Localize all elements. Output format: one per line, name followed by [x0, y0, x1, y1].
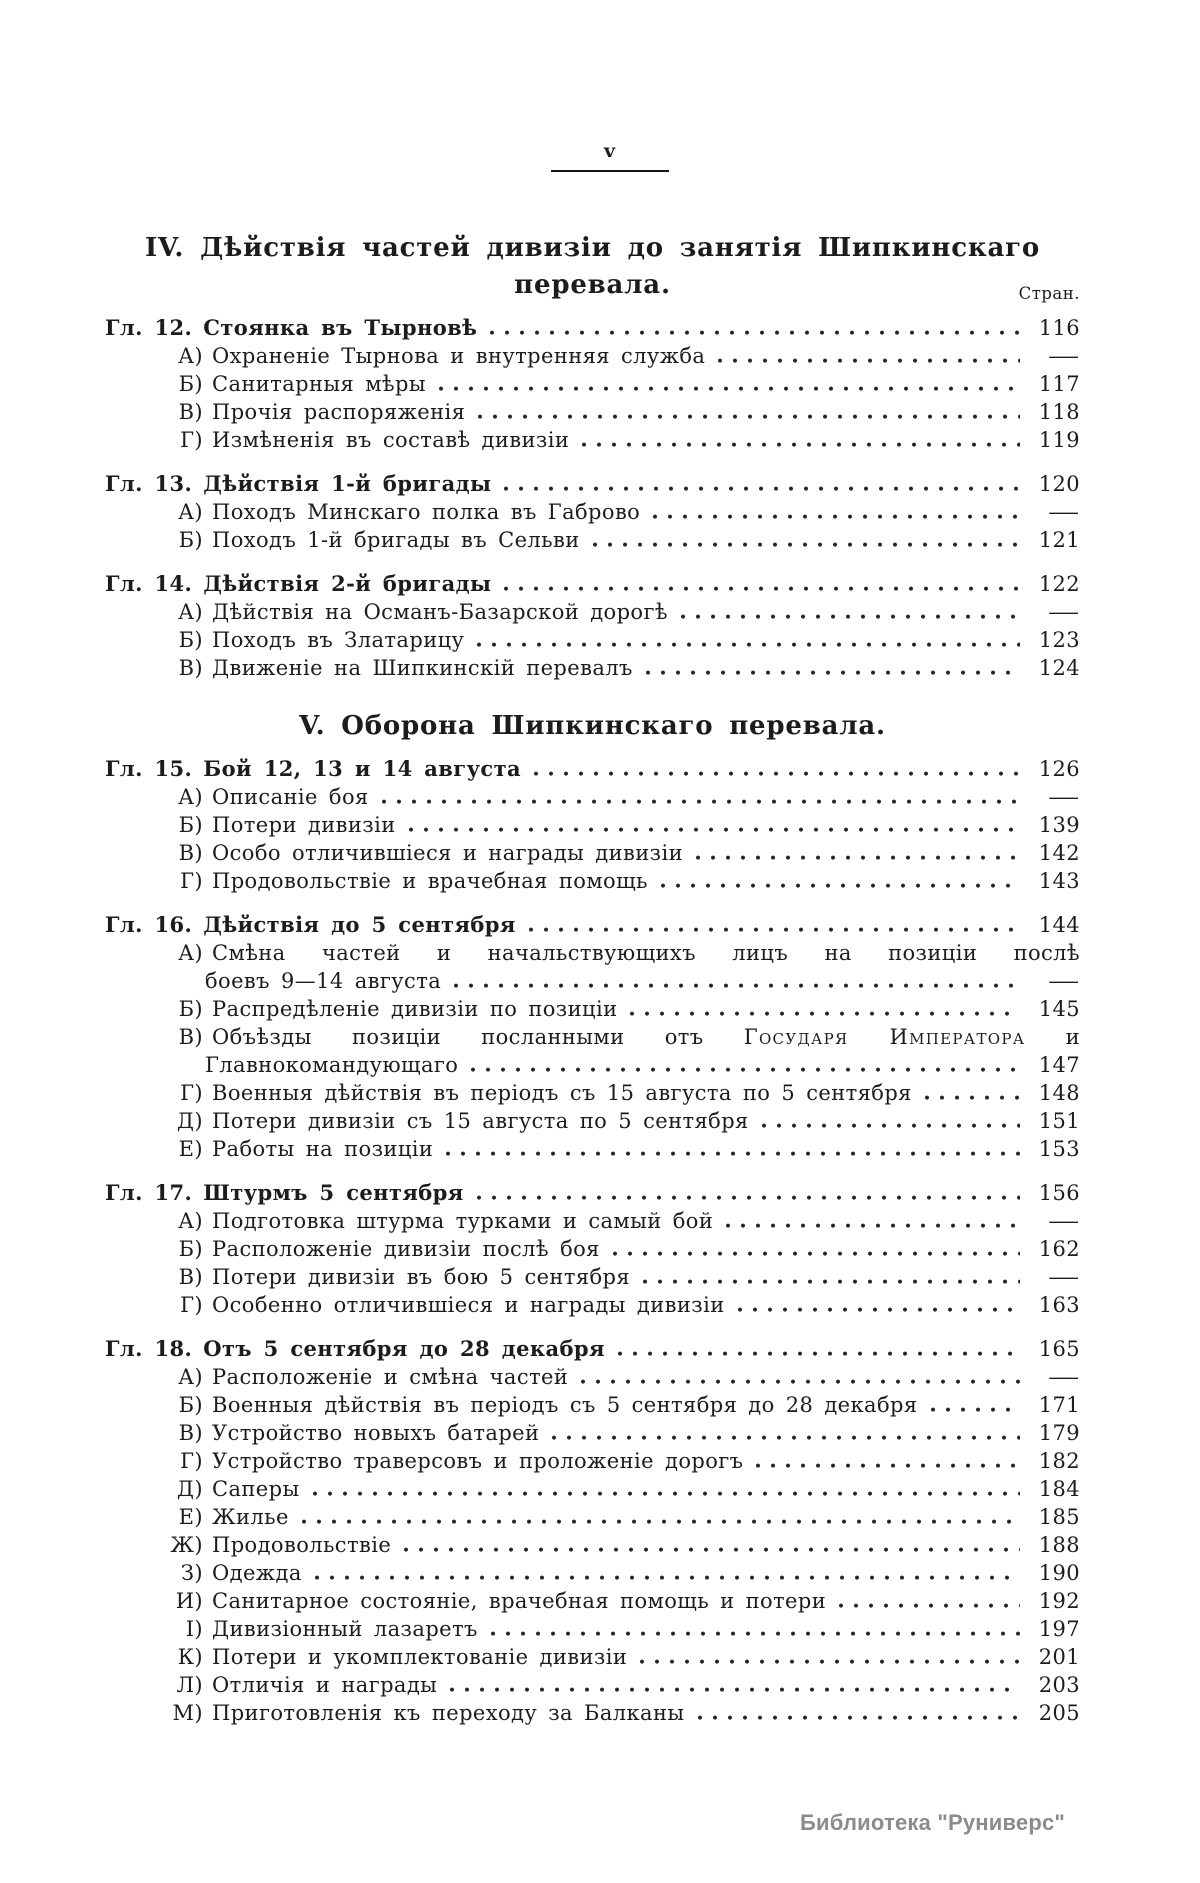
section-heading: [105, 708, 1080, 745]
chapter-page-number: 120: [1038, 472, 1080, 496]
dot-leader: [504, 486, 1020, 491]
toc-entry-row: [105, 1447, 1080, 1475]
dot-leader: [534, 771, 1020, 776]
dot-leader: [446, 1151, 1020, 1156]
page-column-header: Стран.: [1018, 284, 1080, 303]
chapter-title: Бой 12, 13 и 14 августа: [203, 756, 522, 781]
entry-page-number: 197: [1038, 1617, 1080, 1641]
toc-entry-row: [105, 498, 1080, 526]
dot-leader: [450, 1687, 1020, 1692]
chapter-label: Гл. 18.: [105, 1336, 193, 1361]
entry-page-number: 162: [1038, 1237, 1080, 1261]
dot-leader: [925, 1095, 1020, 1100]
dot-leader: [630, 1011, 1020, 1016]
entry-letter: Л): [176, 1673, 203, 1697]
entry-title: Санитарныя мѣры: [212, 372, 426, 396]
entry-title-segment: Смѣна частей и начальствующихъ лицъ на позиціи послѣ: [212, 941, 1080, 965]
toc-content: [105, 230, 1080, 1727]
entry-title-segment: и: [1025, 1025, 1080, 1049]
entry-letter: М): [172, 1701, 203, 1725]
toc-chapter: [105, 314, 1080, 454]
entry-title: [212, 939, 1080, 967]
dot-leader: [640, 1659, 1020, 1664]
chapter-row: [105, 1335, 1080, 1363]
entry-letter: Е): [178, 1505, 203, 1529]
entry-title-smallcaps: Государя Императора: [743, 1025, 1026, 1049]
entry-title: Движеніе на Шипкинскій перевалъ: [212, 656, 633, 680]
dot-leader: [477, 1195, 1020, 1200]
entry-title: Подготовка штурма турками и самый бой: [212, 1209, 714, 1233]
entry-title: Отличія и награды: [212, 1673, 438, 1697]
dot-leader: [491, 1631, 1020, 1636]
dot-leader: [382, 799, 1020, 804]
section-heading-line: IV. Дѣйствія частей дивизіи до занятія Шипкинскаго: [145, 233, 1040, 263]
entry-title: Продовольствіе: [212, 1533, 392, 1557]
entry-letter: В): [178, 656, 203, 680]
entry-title: Одежда: [212, 1561, 302, 1585]
entry-letter: В): [178, 400, 203, 424]
dot-leader: [653, 514, 1020, 519]
entry-page-number: 145: [1038, 997, 1080, 1021]
dot-leader: [302, 1519, 1020, 1524]
toc-entry-row: [105, 1531, 1080, 1559]
entry-letter: Б): [178, 813, 203, 837]
entry-letter: А): [178, 785, 203, 809]
chapter-row: [105, 911, 1080, 939]
toc-entry-row: [105, 1135, 1080, 1163]
entry-title-segment: Объѣзды позиціи посланными отъ: [212, 1025, 744, 1049]
entry-page-number: —: [1047, 500, 1080, 524]
chapter-label: Гл. 15.: [105, 756, 193, 781]
entry-title: [212, 1023, 1080, 1051]
chapter-page-number: 144: [1038, 913, 1080, 937]
entry-page-number: —: [1047, 1265, 1080, 1289]
chapter-page-number: 116: [1038, 316, 1080, 340]
entry-title: Расположеніе дивизіи послѣ боя: [212, 1237, 600, 1261]
entry-page-number: 190: [1038, 1561, 1080, 1585]
toc-entry-row: [105, 1263, 1080, 1291]
dot-leader: [613, 1251, 1020, 1256]
entry-letter: А): [178, 1209, 203, 1233]
entry-title: Дѣйствія на Османъ-Базарской дорогѣ: [212, 600, 668, 624]
toc-entry-row: [105, 1559, 1080, 1587]
entry-page-number: —: [1047, 1209, 1080, 1233]
toc-entry-row: [105, 626, 1080, 654]
chapter-row: [105, 1179, 1080, 1207]
entry-letter: А): [178, 344, 203, 368]
entry-page-number: 163: [1038, 1293, 1080, 1317]
dot-leader: [478, 414, 1020, 419]
dot-leader: [646, 670, 1020, 675]
dot-leader: [477, 642, 1020, 647]
entry-title: Распредѣленіе дивизіи по позиціи: [212, 997, 618, 1021]
toc-entry-row: [105, 598, 1080, 626]
dot-leader: [726, 1223, 1020, 1228]
entry-title-continued: боевъ 9—14 августа: [205, 969, 442, 993]
entry-letter: I): [185, 1617, 203, 1641]
dot-leader: [404, 1547, 1020, 1552]
entry-title: Охраненіе Тырнова и внутренняя служба: [212, 344, 706, 368]
entry-letter: Г): [180, 428, 203, 452]
toc-entry-row: [105, 1391, 1080, 1419]
chapter-page-number: 165: [1038, 1337, 1080, 1361]
chapter-label: Гл. 12.: [105, 315, 193, 340]
entry-letter: А): [178, 941, 203, 965]
entry-letter: Б): [178, 997, 203, 1021]
entry-title: Приготовленія къ переходу за Балканы: [212, 1701, 685, 1725]
toc-entry-row: [105, 370, 1080, 398]
dot-leader: [718, 358, 1020, 363]
chapter-label: Гл. 14.: [105, 571, 193, 596]
entry-letter: А): [178, 1365, 203, 1389]
entry-list: [105, 342, 1080, 454]
entry-list: [105, 783, 1080, 895]
entry-page-number: 142: [1038, 841, 1080, 865]
entry-page-number: —: [1047, 969, 1080, 993]
toc-entry-row: [105, 867, 1080, 895]
entry-list: [105, 598, 1080, 682]
chapter-title: Дѣйствія 2-й бригады: [203, 571, 492, 596]
dot-leader: [756, 1463, 1020, 1468]
dot-leader: [529, 927, 1020, 932]
entry-title: Походъ Минскаго полка въ Габрово: [212, 500, 641, 524]
entry-list: [105, 939, 1080, 1163]
entry-title: Походъ 1-й бригады въ Сельви: [212, 528, 580, 552]
entry-page-number: 185: [1038, 1505, 1080, 1529]
chapter-title: Дѣйствія до 5 сентября: [203, 912, 516, 937]
entry-letter: В): [178, 1025, 203, 1049]
chapter-page-number: 126: [1038, 757, 1080, 781]
entry-title: Военныя дѣйствія въ періодъ съ 15 августа по 5 сентября: [212, 1081, 912, 1105]
entry-page-number: 201: [1038, 1645, 1080, 1669]
entry-page-number: —: [1047, 1365, 1080, 1389]
toc-chapter: [105, 911, 1080, 1163]
dot-leader: [315, 1575, 1020, 1580]
entry-letter: Б): [178, 1393, 203, 1417]
toc-entry-row: [105, 1207, 1080, 1235]
entry-letter: Б): [178, 528, 203, 552]
dot-leader: [409, 827, 1020, 832]
entry-title: Описаніе боя: [212, 785, 369, 809]
entry-page-number: 124: [1038, 656, 1080, 680]
entry-page-number: 117: [1038, 372, 1080, 396]
entry-page-number: 151: [1038, 1109, 1080, 1133]
entry-letter: Г): [180, 1081, 203, 1105]
dot-leader: [661, 883, 1020, 888]
dot-leader: [504, 586, 1020, 591]
entry-title: Военныя дѣйствія въ періодъ съ 5 сентября до 28 декабря: [212, 1393, 918, 1417]
entry-page-number: 203: [1038, 1673, 1080, 1697]
dot-leader: [618, 1351, 1020, 1356]
dot-leader: [698, 1715, 1021, 1720]
entry-line1: [105, 939, 1080, 967]
entry-page-number: 192: [1038, 1589, 1080, 1613]
chapter-title: Стоянка въ Тырновѣ: [203, 315, 478, 340]
entry-page-number: 171: [1038, 1393, 1080, 1417]
entry-letter: Е): [178, 1137, 203, 1161]
entry-title: Жилье: [212, 1505, 289, 1529]
entry-page-number: 182: [1038, 1449, 1080, 1473]
toc-entry-row: [105, 1503, 1080, 1531]
dot-leader: [696, 855, 1020, 860]
entry-title: Особенно отличившіеся и награды дивизіи: [212, 1293, 725, 1317]
entry-page-number: 179: [1038, 1421, 1080, 1445]
dot-leader: [490, 330, 1020, 335]
entry-title: Потери дивизіи: [212, 813, 396, 837]
entry-letter: Б): [178, 372, 203, 396]
dot-leader: [762, 1123, 1020, 1128]
toc-entry-row: [105, 342, 1080, 370]
toc-entry-row: [105, 1107, 1080, 1135]
section-heading-line: перевала.: [514, 270, 671, 300]
entry-page-number: 119: [1038, 428, 1080, 452]
entry-letter: Д): [176, 1477, 203, 1501]
entry-letter: В): [178, 1421, 203, 1445]
entry-list: [105, 1363, 1080, 1727]
dot-leader: [439, 386, 1020, 391]
chapter-label: Гл. 13.: [105, 471, 193, 496]
entry-title: Продовольствіе и врачебная помощь: [212, 869, 648, 893]
chapter-page-number: 156: [1038, 1181, 1080, 1205]
chapter-row: [105, 570, 1080, 598]
entry-title: Расположеніе и смѣна частей: [212, 1365, 569, 1389]
entry-title-continued: Главнокомандующаго: [205, 1053, 459, 1077]
chapter-row: [105, 470, 1080, 498]
toc-entry-row: [105, 1615, 1080, 1643]
entry-letter: З): [180, 1561, 203, 1585]
section-heading-line: V. Оборона Шипкинскаго перевала.: [299, 711, 886, 741]
toc-entry-row: [105, 995, 1080, 1023]
chapter-title: Дѣйствія 1-й бригады: [203, 471, 492, 496]
entry-title: Особо отличившіеся и награды дивизіи: [212, 841, 684, 865]
dot-leader: [738, 1307, 1020, 1312]
entry-title: Потери и укомплектованіе дивизіи: [212, 1645, 628, 1669]
toc-entry-wrapped: [105, 939, 1080, 995]
entry-title: Саперы: [212, 1477, 300, 1501]
dot-leader: [681, 614, 1020, 619]
entry-title: Походъ въ Златарицу: [212, 628, 465, 652]
chapter-row: [105, 314, 1080, 342]
entry-page-number: —: [1047, 344, 1080, 368]
toc-entry-row: [105, 526, 1080, 554]
entry-line2: [105, 1051, 1080, 1079]
entry-list: [105, 498, 1080, 554]
toc-chapter: [105, 755, 1080, 895]
entry-letter: И): [175, 1589, 203, 1613]
toc-entry-row: [105, 1235, 1080, 1263]
toc-entry-row: [105, 1419, 1080, 1447]
section-heading: [105, 230, 1080, 304]
dot-leader: [471, 1067, 1020, 1072]
entry-letter: К): [177, 1645, 203, 1669]
toc-chapter: [105, 570, 1080, 682]
entry-title: Санитарное состояніе, врачебная помощь и потери: [212, 1589, 827, 1613]
dot-leader: [839, 1603, 1020, 1608]
entry-letter: Б): [178, 628, 203, 652]
chapter-title: Штурмъ 5 сентября: [203, 1180, 464, 1205]
entry-letter: Г): [180, 869, 203, 893]
toc-chapter: [105, 470, 1080, 554]
dot-leader: [552, 1435, 1020, 1440]
entry-letter: Д): [176, 1109, 203, 1133]
chapter-title: Отъ 5 сентября до 28 декабря: [203, 1336, 605, 1361]
chapter-row: [105, 755, 1080, 783]
toc-chapter: [105, 1335, 1080, 1727]
entry-page-number: 147: [1038, 1053, 1080, 1077]
entry-page-number: 148: [1038, 1081, 1080, 1105]
entry-page-number: 184: [1038, 1477, 1080, 1501]
chapter-list: [105, 755, 1080, 1727]
chapter-page-number: 122: [1038, 572, 1080, 596]
entry-letter: Б): [178, 1237, 203, 1261]
toc-entry-row: [105, 1587, 1080, 1615]
entry-page-number: 139: [1038, 813, 1080, 837]
toc-entry-row: [105, 783, 1080, 811]
dot-leader: [593, 542, 1020, 547]
chapter-label: Гл. 16.: [105, 912, 193, 937]
entry-line2: [105, 967, 1080, 995]
dot-leader: [313, 1491, 1020, 1496]
entry-list: [105, 1207, 1080, 1319]
dot-leader: [643, 1279, 1020, 1284]
entry-letter: Ж): [170, 1533, 203, 1557]
entry-letter: Г): [180, 1449, 203, 1473]
entry-letter: Г): [180, 1293, 203, 1317]
toc-section: [105, 708, 1080, 1727]
entry-line1: [105, 1023, 1080, 1051]
dot-leader: [582, 442, 1020, 447]
entry-page-number: —: [1047, 600, 1080, 624]
toc-entry-row: [105, 839, 1080, 867]
entry-letter: В): [178, 841, 203, 865]
entry-title: Потери дивизіи въ бою 5 сентября: [212, 1265, 631, 1289]
toc-section: [105, 230, 1080, 682]
entry-page-number: 205: [1038, 1701, 1080, 1725]
page-number-folio: v: [551, 140, 669, 172]
entry-title: Устройство новыхъ батарей: [212, 1421, 540, 1445]
toc-entry-row: [105, 654, 1080, 682]
toc-entry-row: [105, 398, 1080, 426]
dot-leader: [454, 983, 1020, 988]
entry-page-number: 118: [1038, 400, 1080, 424]
chapter-list: [105, 314, 1080, 682]
entry-page-number: 123: [1038, 628, 1080, 652]
entry-title: Прочія распоряженія: [212, 400, 466, 424]
toc-entry-row: [105, 1671, 1080, 1699]
entry-title: Потери дивизіи съ 15 августа по 5 сентября: [212, 1109, 749, 1133]
toc-entry-row: [105, 811, 1080, 839]
entry-page-number: 143: [1038, 869, 1080, 893]
chapter-label: Гл. 17.: [105, 1180, 193, 1205]
toc-entry-row: [105, 1699, 1080, 1727]
toc-entry-row: [105, 1643, 1080, 1671]
entry-title: Дивизіонный лазаретъ: [212, 1617, 478, 1641]
toc-entry-row: [105, 1475, 1080, 1503]
dot-leader: [931, 1407, 1021, 1412]
toc-entry-row: [105, 426, 1080, 454]
toc-sections: [105, 230, 1080, 1727]
entry-page-number: —: [1047, 785, 1080, 809]
toc-entry-row: [105, 1079, 1080, 1107]
toc-entry-wrapped: [105, 1023, 1080, 1079]
entry-title: Устройство траверсовъ и проложеніе дорогъ: [212, 1449, 744, 1473]
entry-page-number: 188: [1038, 1533, 1080, 1557]
entry-page-number: 153: [1038, 1137, 1080, 1161]
entry-letter: В): [178, 1265, 203, 1289]
entry-letter: А): [178, 500, 203, 524]
entry-letter: А): [178, 600, 203, 624]
dot-leader: [581, 1379, 1020, 1384]
entry-title: Работы на позиціи: [212, 1137, 434, 1161]
toc-chapter: [105, 1179, 1080, 1319]
entry-title: Измѣненія въ составѣ дивизіи: [212, 428, 570, 452]
toc-entry-row: [105, 1291, 1080, 1319]
toc-entry-row: [105, 1363, 1080, 1391]
entry-page-number: 121: [1038, 528, 1080, 552]
watermark: Библиотека "Руниверс": [800, 1810, 1066, 1835]
